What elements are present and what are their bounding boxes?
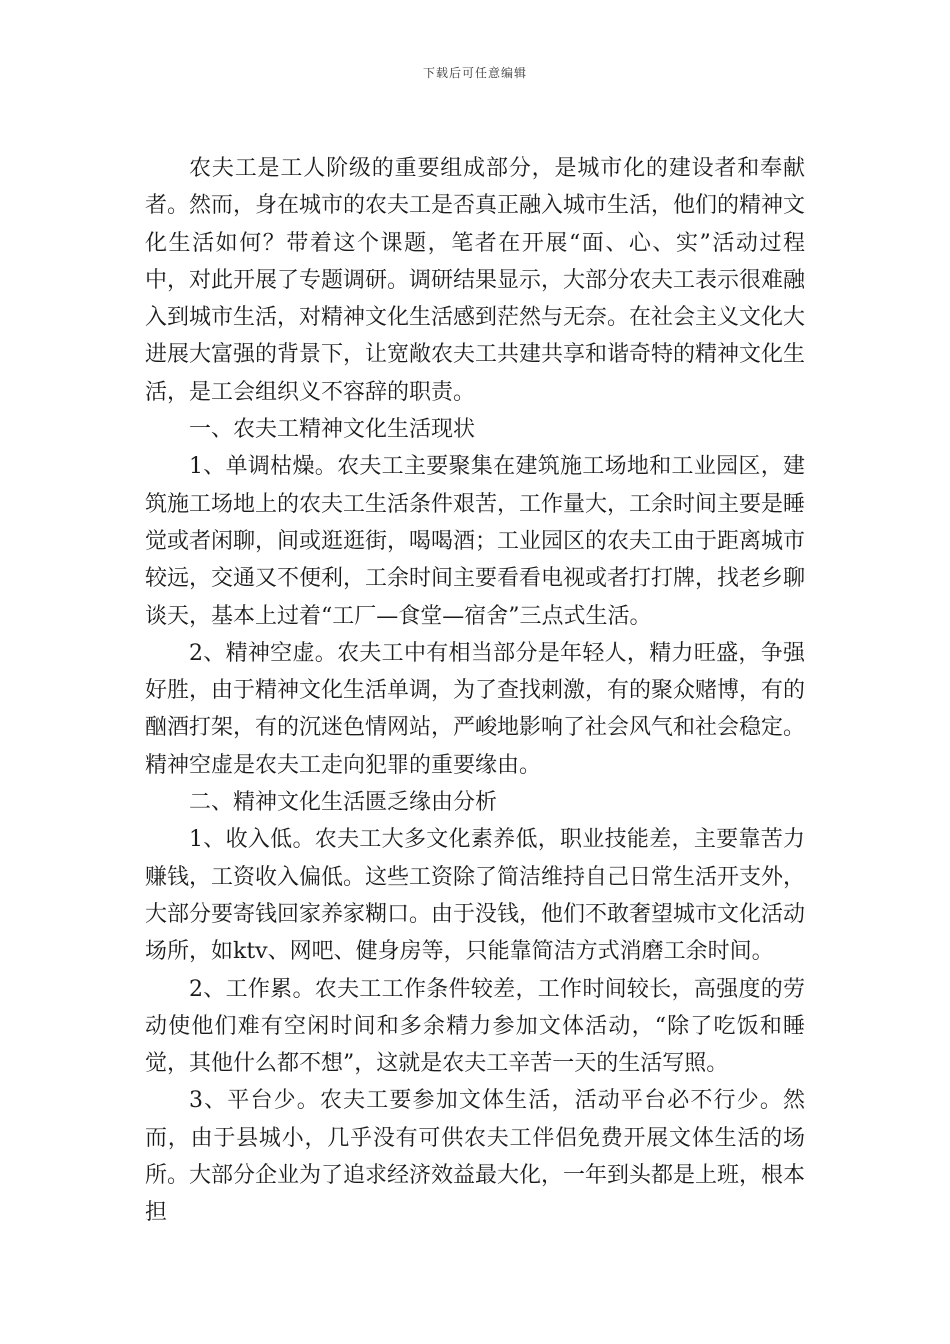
section-heading-1: 一、农夫工精神文化生活现状 [189, 417, 476, 443]
body-paragraph: 3、平台少。农夫工要参加文体生活，活动平台必不行少。然而，由于县城小，几乎没有可供农夫工伴侣免费开展文体生活的场所。大部分企业为了追求经济效益最大化，一年到头都是上班，根本担 [145, 1088, 806, 1226]
intro-paragraph: 农夫工是工人阶级的重要组成部分，是城市化的建设者和奉献者。然而，身在城市的农夫工是否真正融入城市生活，他们的精神文化生活如何？带着这个课题，笔者在开展“面、心、实”活动过程中，对此开展了专题调研。调研结果显示，大部分农夫工表示很难融入到城市生活，对精神文化生活感到茫然与无奈。在社会主义文化大进展大富强的背景下，让宽敞农夫工共建共享和谐奇特的精神文化生活，是工会组织义不容辞的职责。 [145, 156, 806, 405]
document-body [145, 150, 805, 1232]
page-header: 下载后可任意编辑 [422, 66, 527, 80]
body-paragraph: 2、精神空虚。农夫工中有相当部分是年轻人，精力旺盛，争强好胜，由于精神文化生活单调，为了查找刺激，有的聚众赌博，有的酗酒打架，有的沉迷色情网站，严峻地影响了社会风气和社会稳定。精神空虚是农夫工走向犯罪的重要缘由。 [145, 640, 806, 778]
body-paragraph: 1、单调枯燥。农夫工主要聚集在建筑施工场地和工业园区，建筑施工场地上的农夫工生活条件艰苦，工作量大，工余时间主要是睡觉或者闲聊，间或逛逛街，喝喝酒；工业园区的农夫工由于距离城市较远，交通又不便利，工余时间主要看看电视或者打打牌，找老乡聊谈天，基本上过着“工厂—食堂—宿舍”三点式生活。 [145, 454, 806, 629]
body-paragraph: 1、收入低。农夫工大多文化素养低，职业技能差，主要靠苦力赚钱，工资收入偏低。这些工资除了简洁维持自己日常生活开支外，大部分要寄钱回家养家糊口。由于没钱，他们不敢奢望城市文化活动场所，如ktv、网吧、健身房等，只能靠简洁方式消磨工余时间。 [145, 827, 806, 965]
body-paragraph: 2、工作累。农夫工工作条件较差，工作时间较长，高强度的劳动使他们难有空闲时间和多余精力参加文体活动，“除了吃饭和睡觉，其他什么都不想”，这就是农夫工辛苦一天的生活写照。 [145, 976, 805, 1077]
section-heading-2: 二、精神文化生活匮乏缘由分析 [189, 790, 498, 816]
